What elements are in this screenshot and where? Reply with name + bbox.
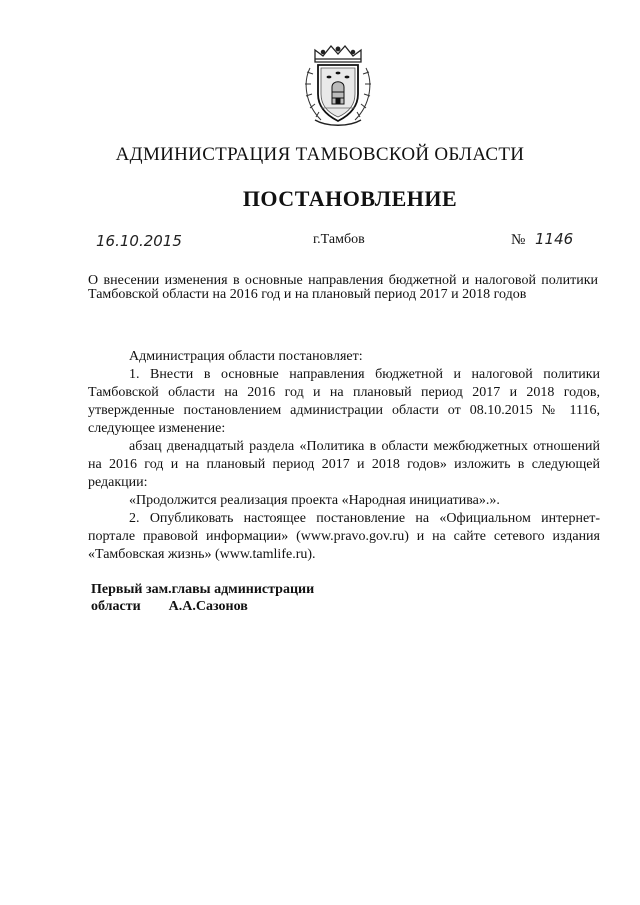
body-paragraph: Администрация области постановляет: [129, 349, 363, 364]
body-paragraph: абзац двенадцатый раздела «Политика в области межбюджетных отношений на 2016 год и на плановый период 2017 и 2018 годов» изложить в следующей редакции: [88, 439, 600, 490]
document-subject: О внесении изменения в основные направления бюджетной и налоговой политики Тамбовской области на 2016 год и на плановый период 2017 и 2018 годов [88, 273, 598, 302]
document-date: 16.10.2015 [96, 232, 182, 250]
signer-title-continued: области [91, 599, 141, 614]
signer-line [91, 599, 248, 615]
organization-name: АДМИНИСТРАЦИЯ ТАМБОВСКОЙ ОБЛАСТИ [115, 144, 525, 165]
body-paragraph: 1. Внести в основные направления бюджетной и налоговой политики Тамбовской области на 2016 год и на плановый период 2017 и 2018 годов, утвержденные постановлением администрации области от 08.10.2015 № 1116, следующее изменение: [88, 367, 600, 436]
document-body [88, 348, 600, 564]
document-number: 1146 [535, 230, 574, 248]
number-sign: № [511, 232, 526, 248]
document-type: ПОСТАНОВЛЕНИЕ [242, 186, 458, 211]
body-paragraph: 2. Опубликовать настоящее постановление на «Официальном интернет-портале правовой информации» (www.pravo.gov.ru) и на сайте сетевого издания «Тамбовская жизнь» (www.tamlife.ru). [88, 511, 600, 562]
document-city: г.Тамбов [313, 232, 365, 247]
signer-name: А.А.Сазонов [168, 599, 248, 614]
coat-of-arms-icon [301, 42, 375, 128]
signer-title: Первый зам.главы администрации [91, 582, 315, 597]
body-paragraph: «Продолжится реализация проекта «Народная инициатива».». [129, 493, 500, 508]
